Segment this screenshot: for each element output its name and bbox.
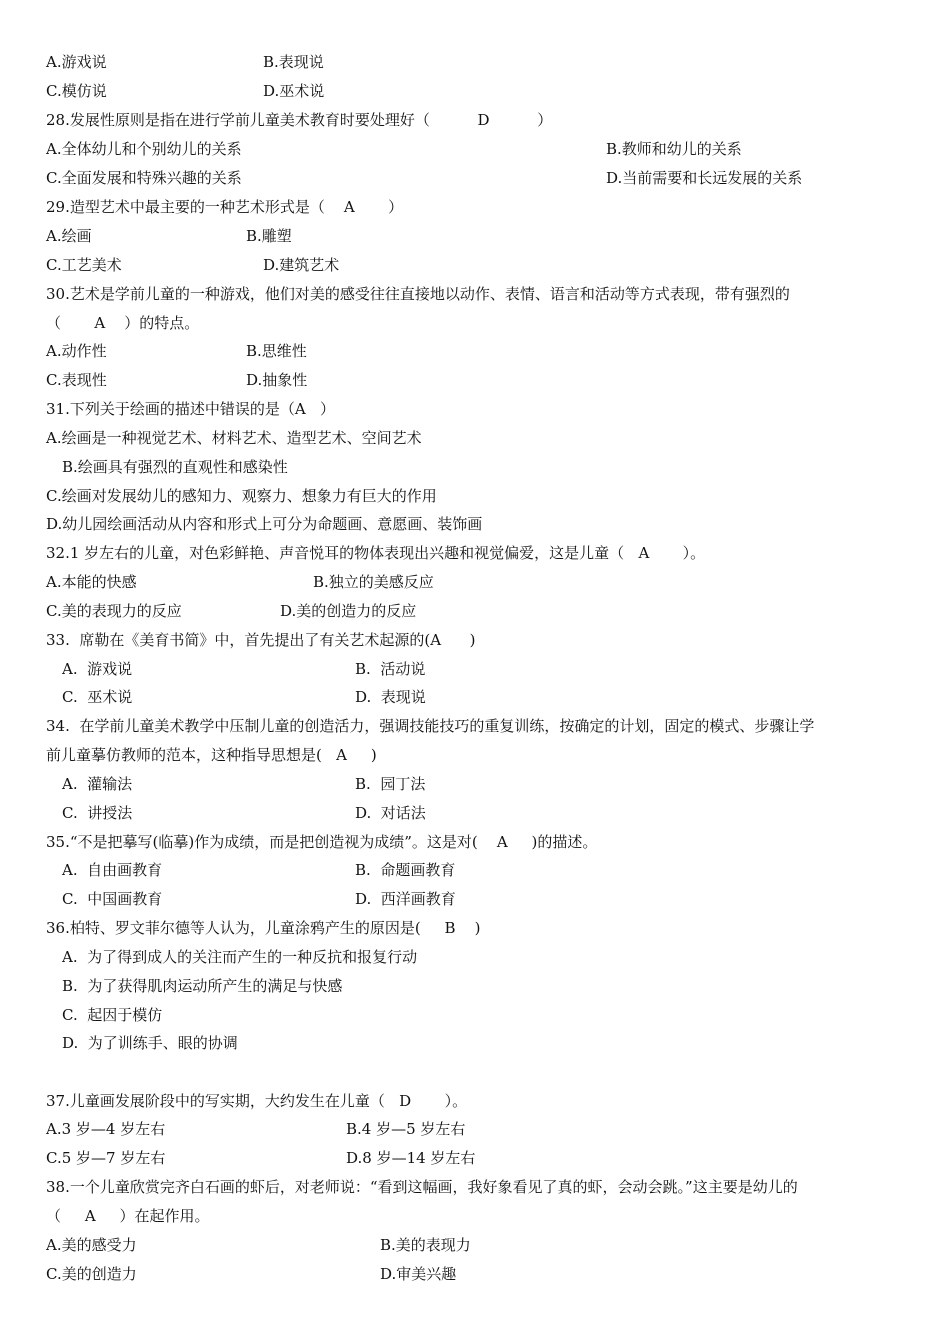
option-text: D.8 岁—14 岁左右 [346,1149,476,1167]
text-line: C. 讲授法 [62,804,133,822]
text-line: （ A ）的特点。 [46,314,200,332]
option-text: D. 西洋画教育 [355,890,456,908]
text-line: C. 起因于模仿 [62,1006,163,1024]
text-line: A.绘画 [46,227,92,245]
option-text: B.思维性 [246,342,307,360]
text-line: C.美的创造力 [46,1265,137,1283]
option-text: D. 表现说 [355,688,426,706]
text-line: C.绘画对发展幼儿的感知力、观察力、想象力有巨大的作用 [46,487,437,505]
option-text: D.建筑艺术 [263,256,340,274]
text-line: A. 灌输法 [62,775,133,793]
option-text: D.审美兴趣 [380,1265,457,1283]
text-line: （ A ）在起作用。 [46,1207,210,1225]
option-text: D.美的创造力的反应 [280,602,417,620]
text-line: D.幼儿园绘画活动从内容和形式上可分为命题画、意愿画、装饰画 [46,515,483,533]
option-text: B.教师和幼儿的关系 [606,140,742,158]
option-text: B.雕塑 [246,227,292,245]
text-line: A. 游戏说 [62,660,133,678]
text-line: B. 为了获得肌肉运动所产生的满足与快感 [62,977,343,995]
option-text: D.当前需要和长远发展的关系 [606,169,803,187]
text-line: A.本能的快感 [46,573,137,591]
option-text: D. 对话法 [355,804,426,822]
text-line: 31.下列关于绘画的描述中错误的是（A ） [46,400,335,418]
text-line: B.绘画具有强烈的直观性和感染性 [62,458,288,476]
option-text: B. 活动说 [355,660,426,678]
option-text: B.独立的美感反应 [313,573,434,591]
option-text: D.巫术说 [263,82,325,100]
text-line: 35.“不是把摹写(临摹)作为成绩，而是把创造视为成绩”。这是对( A )的描述。 [46,833,598,851]
option-text: B. 命题画教育 [355,861,456,879]
text-line: A.全体幼儿和个别幼儿的关系 [46,140,242,158]
option-text: D.抽象性 [246,371,308,389]
text-line: 32.1 岁左右的儿童，对色彩鲜艳、声音悦耳的物体表现出兴趣和视觉偏爱，这是儿童（ A ）。 [46,544,706,562]
text-line: 36.柏特、罗文菲尔德等人认为，儿童涂鸦产生的原因是( B ) [46,919,481,937]
text-line: A.动作性 [46,342,107,360]
option-text: B.4 岁—5 岁左右 [346,1120,466,1138]
text-line: C.美的表现力的反应 [46,602,182,620]
text-line: 30.艺术是学前儿童的一种游戏，他们对美的感受往往直接地以动作、表情、语言和活动等方式表现，带有强烈的 [46,285,790,303]
text-line: C. 巫术说 [62,688,133,706]
text-line: 28.发展性原则是指在进行学前儿童美术教育时要处理好（ D ） [46,111,553,129]
text-line: A.3 岁—4 岁左右 [46,1120,166,1138]
text-line: 前儿童摹仿教师的范本，这种指导思想是( A ) [46,746,377,764]
text-line: A.绘画是一种视觉艺术、材料艺术、造型艺术、空间艺术 [46,429,422,447]
text-line: 33. 席勒在《美育书简》中，首先提出了有关艺术起源的(A ) [46,631,476,649]
text-line: A.美的感受力 [46,1236,137,1254]
text-line: 34. 在学前儿童美术教学中压制儿童的创造活力，强调技能技巧的重复训练，按确定的计划，固定的模式、步骤让学 [46,717,815,735]
text-line: 38.一个儿童欣赏完齐白石画的虾后，对老师说：“看到这幅画，我好象看见了真的虾，会动会跳。”这主要是幼儿的 [46,1178,798,1196]
option-text: B.美的表现力 [380,1236,471,1254]
text-line: A.游戏说 [46,53,107,71]
text-line: C.工艺美术 [46,256,122,274]
text-line: A. 自由画教育 [62,861,163,879]
text-line: C.5 岁—7 岁左右 [46,1149,166,1167]
text-line: C.模仿说 [46,82,107,100]
option-text: B.表现说 [263,53,324,71]
text-line: C.表现性 [46,371,107,389]
text-line: C.全面发展和特殊兴趣的关系 [46,169,242,187]
text-line: 37.儿童画发展阶段中的写实期，大约发生在儿童（ D ）。 [46,1092,468,1110]
text-line: 29.造型艺术中最主要的一种艺术形式是（ A ） [46,198,404,216]
text-line: D. 为了训练手、眼的协调 [62,1034,238,1052]
text-line: C. 中国画教育 [62,890,163,908]
text-line: A. 为了得到成人的关注而产生的一种反抗和报复行动 [62,948,418,966]
option-text: B. 园丁法 [355,775,426,793]
